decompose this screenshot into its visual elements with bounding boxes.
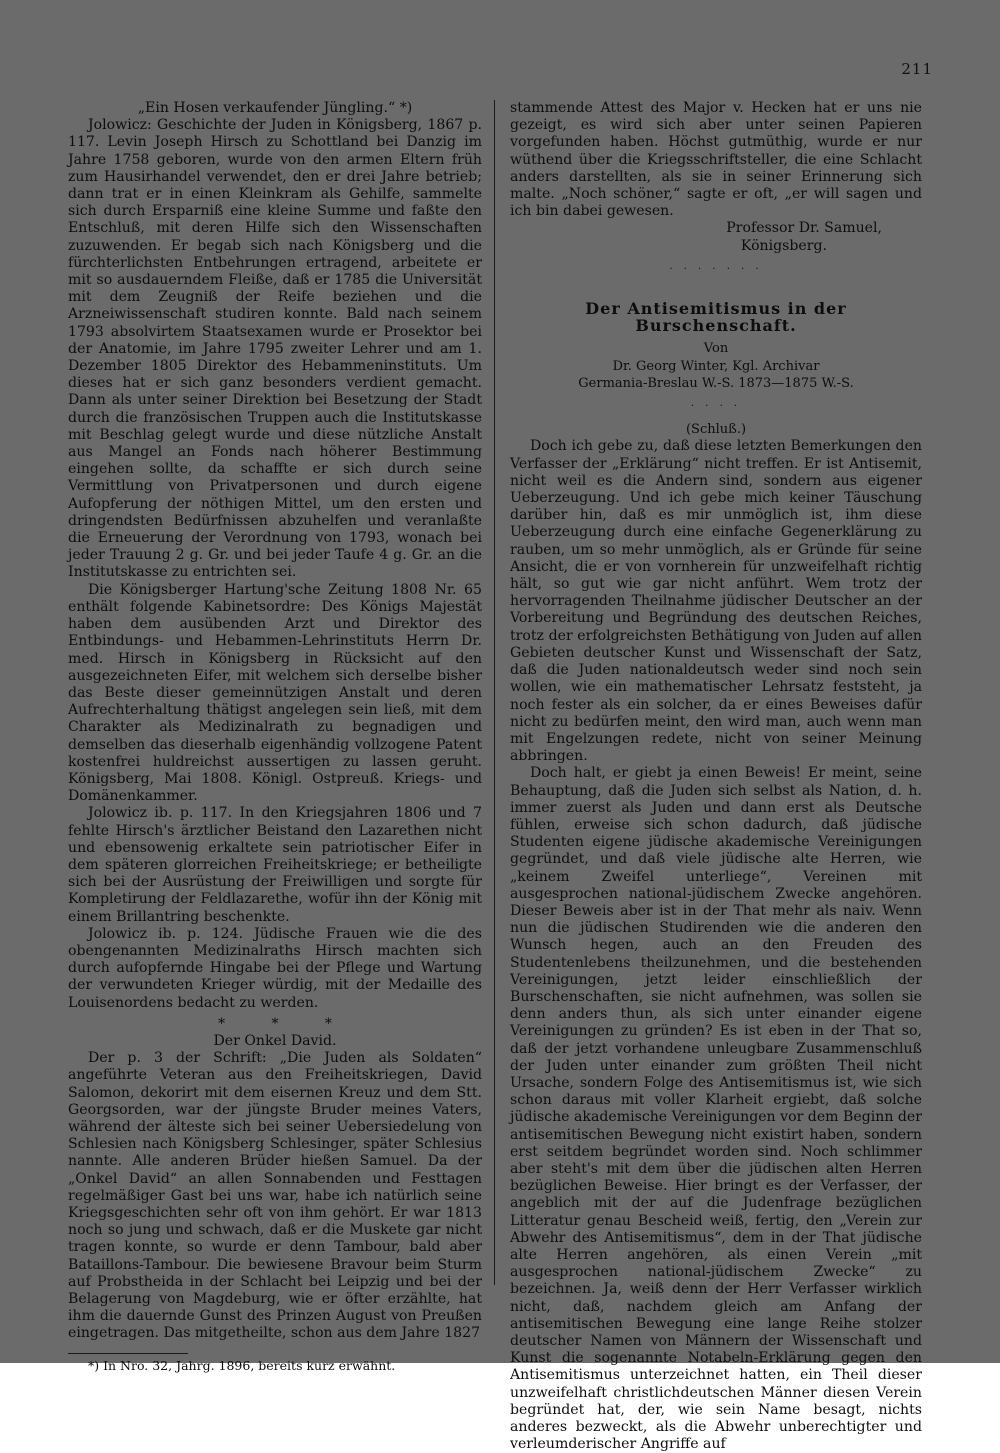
subheading-onkel-david: Der Onkel David.: [213, 1032, 337, 1049]
column-divider: [494, 100, 495, 1285]
paragraph-antisemitism-1: Doch ich gebe zu, daß diese letzten Bemerkungen den Verfasser der „Erklärung“ nicht treffen. Er ist Antisemit, nicht weil es die Andern sind, sondern aus eigener Ueberzeugung. Und ich gebe mich keiner Täuschung darüber hin, daß es mir unmöglich ist, ihm diese Ueberzeugung durch eine einfache Gegenerklärung zu rauben, um so mehr unmöglich, als er Gründe für seine Ansicht, die er von vornherein für unzweifelhaft richtig hält, so gut wie gar nicht anführt. Wem trotz der hervorragenden Theilnahme jüdischer Deutscher an der Vorbereitung und Begründung des deutschen Reiches, trotz der erfolgreichsten Bethätigung von Juden auf allen Gebieten deutscher Kunst und Wissenschaft der Satz, daß die Juden nationaldeutsch weder sind noch sein wollen, wie ein mathematischer Lehrsatz feststeht, ja noch fester als ein solcher, da er eines Beweises dafür nicht zu bedürfen meint, den wird man, auch wenn man mit Engelzungen redete, nicht von seiner Meinung abbringen.: [510, 438, 922, 765]
page-number: 211: [901, 60, 933, 78]
star: *: [218, 1015, 226, 1032]
footnote-rule: [68, 1353, 188, 1354]
star: *: [324, 1015, 332, 1032]
paragraph-hirsch-bio: Jolowicz: Geschichte der Juden in Königsberg, 1867 p. 117. Levin Joseph Hirsch zu Schottland bei Danzig im Jahre 1758 geboren, wurde von den armen Eltern früh zum Hausirhandel verwendet, den er drei Jahre betrieb; dann trat er in einen Kleinkram als Gehilfe, sammelte sich durch Ersparniß eine kleine Summe und faßte den Entschluß, mit deren Hilfe sich den Wissenschaften zuzuwenden. Er begab sich nach Königsberg und die fürchterlichsten Entbehrungen ertragend, arbeitete er mit so ausdauerndem Fleiße, daß er 1785 die Universität mit dem Zeugniß der Reife beziehen und die Arzneiwissenschaft studiren konnte. Bald nach seinem 1793 absolvirtem Staatsexamen wurde er Prosektor bei der Anatomie, im Jahre 1795 zweiter Lehrer und am 1. Dezember 1805 Direktor des Hebammeninstituts. Um dieses hat er sich ganz besonders verdient gemacht. Dann als unter seiner Direktion bei Besetzung der Stadt durch die französischen Truppen auch die Institutskasse mit Beschlag gelegt wurde und diese nützliche Anstalt aus Mangel an Fonds nach höherer Bestimmung eingehen sollte, da schaffte er sich durch seine Vermittlung von Privatpersonen und durch eigene Aufopferung der nöthigen Mittel, um den ersten und dringendsten Bedürfnissen abzuhelfen und veranlaßte die Erneuerung der Verordnung von 1793, wonach bei jeder Trauung 2 g. Gr. und bei jeder Taufe 4 g. Gr. an die Institutskasse zu entrichten sei.: [68, 117, 482, 581]
star: *: [271, 1015, 279, 1032]
article-title: Der Antisemitismus in der Burschenschaft.: [585, 299, 847, 336]
small-dots: · · · ·: [690, 401, 742, 413]
paragraph-war-years: Jolowicz ib. p. 117. In den Kriegsjahren 1806 und 7 fehlte Hirsch's ärztlicher Beistand den Lazarethen nicht und ebensowenig erkaltete sein patriotischer Eifer in dem späteren glorreichen Freiheitskriege; er betheiligte sich bei der Ausrüstung der Freiwilligen und sorgte für Kompletirung der Feldlazarethe, wofür ihn der König mit einem Brillantring beschenkte.: [68, 805, 482, 925]
conclusion-note: (Schluß.): [685, 422, 747, 438]
right-column: [510, 100, 922, 1453]
byline-affiliation: Germania-Breslau W.-S. 1873—1875 W.-S.: [578, 375, 854, 391]
divider-dots: · · · · · · ·: [669, 263, 763, 275]
footnote: *) In Nro. 32, Jahrg. 1896, bereits kurz erwähnt.: [88, 1357, 396, 1373]
signature-place: Königsberg.: [740, 237, 827, 254]
signature-name: Professor Dr. Samuel,: [726, 220, 882, 237]
continuation-paragraph: stammende Attest des Major v. Hecken hat er uns nie gezeigt, es wird sich aber unter seinen Papieren vorgefunden haben. Höchst gutmüthig, wurde er nur wüthend über die Kriegsschriftsteller, die eine Schlacht anders darstellten, als sie in seiner Erinnerung sich malte. „Noch schöner,“ sagte er oft, „er will sagen und ich bin dabei gewesen.: [510, 100, 922, 220]
left-column: [68, 100, 482, 1374]
byline-von: Von: [703, 341, 729, 357]
section-separator-stars: [195, 1016, 355, 1033]
section-title: „Ein Hosen verkaufender Jüngling.“ *): [137, 100, 413, 116]
paragraph-onkel-david: Der p. 3 der Schrift: „Die Juden als Soldaten“ angeführte Veteran aus den Freiheitskriegen, David Salomon, dekorirt mit dem eisernen Kreuz und dem Stt. Georgsorden, war der jüngste Bruder meines Vaters, während der älteste sich bei seiner Uebersiedelung von Schlesien nach Königsberg Schlesinger, später Schlesius nannte. Alle anderen Brüder hießen Samuel. Da der „Onkel David“ an allen Sonnabenden und Festtagen regelmäßiger Gast bei uns war, habe ich natürlich seine Kriegsgeschichten sehr oft von ihm gehört. Er war 1813 noch so jung und schwach, daß er die Muskete gar nicht tragen konnte, so wurde er denn Tambour, bald aber Bataillons-Tambour. Die bewiesene Bravour beim Sturm auf Probstheida in der Schlacht bei Leipzig und bei der Belagerung von Magdeburg, wie er öfter erzählte, hat ihm die dauernde Gunst des Prinzen August von Preußen eingetragen. Das mitgetheilte, schon aus dem Jahre 1827: [68, 1050, 482, 1342]
paragraph-cabinet-order: Die Königsberger Hartung'sche Zeitung 1808 Nr. 65 enthält folgende Kabinetsordre: Des Königs Majestät haben dem ausübenden Arzt und Direktor des Entbindungs- und Hebammen-Lehrinstituts Herrn Dr. med. Hirsch in Königsberg in Rücksicht auf den ausgezeichneten Eifer, mit welchem sich derselbe bisher das Beste dieser gemeinnützigen Anstalt und deren Aufrechterhaltung thätigst angelegen sein ließ, mit dem Charakter als Medizinalrath zu begnadigen und demselben das dieserhalb eigenhändig vollzogene Patent kostenfrei huldreichst aussertigen zu lassen geruht. Königsberg, Mai 1808. Königl. Ostpreuß. Kriegs- und Domänenkammer.: [68, 581, 482, 805]
byline-author: Dr. Georg Winter, Kgl. Archivar: [612, 358, 820, 374]
paragraph-jewish-women: Jolowicz ib. p. 124. Jüdische Frauen wie die des obengenannten Medizinalraths Hirsch machten sich durch aufopfernde Hingabe bei der Pflege und Wartung der verwundeten Krieger würdig, mit der Medaille des Louisenordens bedacht zu werden.: [68, 925, 482, 1011]
paragraph-antisemitism-2: Doch halt, er giebt ja einen Beweis! Er meint, seine Behauptung, daß die Juden sich selbst als Nation, d. h. immer zuerst als Juden und dann erst als Deutsche fühlen, erweise sich schon dadurch, daß jüdische Studenten eigene jüdische akademische Vereinigungen gegründet, und daß viele jüdische alte Herren, wie „keinem Zweifel unterliege“, Vereinen mit ausgesprochen national-jüdischem Zwecke angehören. Dieser Beweis aber ist in der That mehr als naiv. Wenn nun die jüdischen Studirenden wie die anderen den Wunsch hegen, auch an den Freuden des Studentenlebens theilzunehmen, und die bestehenden Vereinigungen, jetzt leider einschließlich der Burschenschaften, sie nicht aufnehmen, was sollen sie denn anders thun, als sich unter einander eigene Vereinigungen zu gründen? Es ist eben in der That so, daß der jetzt vorhandene unleugbare Zusammenschluß der Juden unter einander zum größten Theil nicht Ursache, sondern Folge des Antisemitismus ist, wie sich schon daraus mit voller Klarheit ergiebt, daß solche jüdische akademische Vereinigungen vor dem Beginn der antisemitischen Bewegung nicht existirt haben, sondern erst seitdem begründet worden sind. Noch schlimmer aber steht's mit dem über die jüdischen alten Herren bezüglichen Beweise. Hier bringt es der Verfasser, der angeblich mit der auf die Judenfrage bezüglichen Litteratur genau Bescheid weiß, fertig, den „Verein zur Abwehr des Antisemitismus“, dem in der That jüdische alte Herren angehören, als einen Verein „mit ausgesprochen national-jüdischem Zwecke“ zu bezeichnen. Ja, weiß denn der Herr Verfasser wirklich nicht, daß, nachdem gleich am Anfang der antisemitischen Bewegung eine lange Reihe stolzer deutscher Namen von Männern der Wissenschaft und Kunst die sogenannte Notabeln-Erklärung gegen den Antisemitismus unterzeichnet hatten, ein Theil dieser unzweifelhaft christlichdeutschen Männer diesen Verein begründet hat, der, wie sein Name besagt, nichts anderes bezweckt, als die Abwehr unberechtigter und verleumderischer Angriffe auf: [510, 765, 922, 1453]
